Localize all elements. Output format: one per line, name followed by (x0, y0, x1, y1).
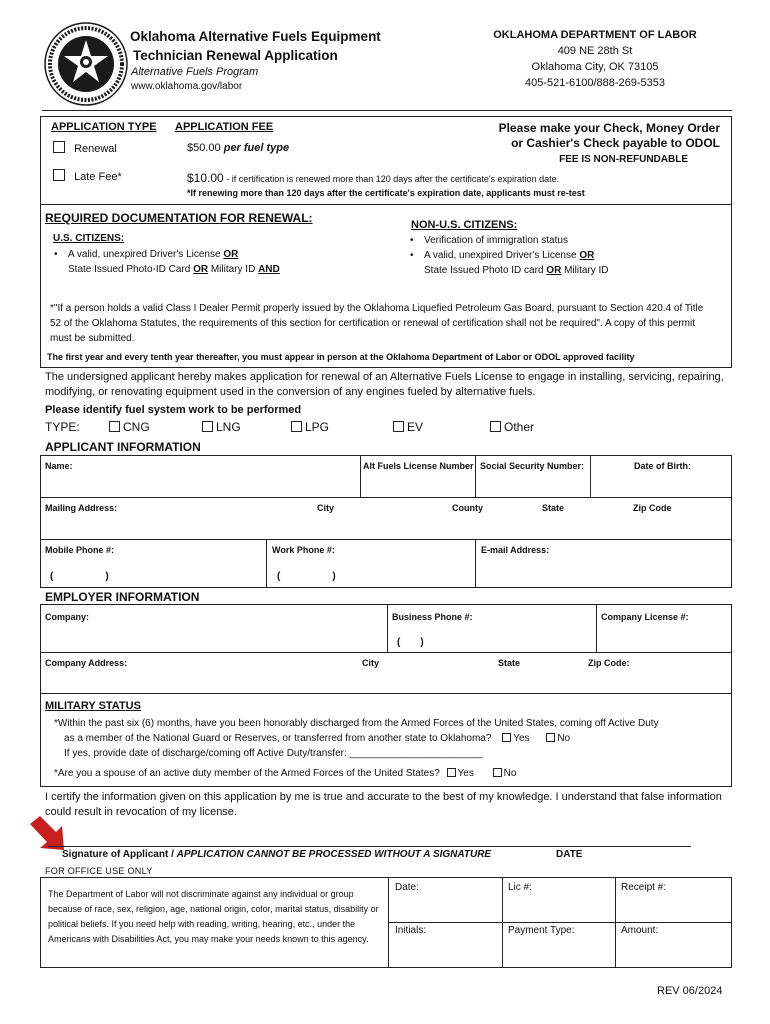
row-divider (40, 497, 732, 498)
website: www.oklahoma.gov/labor (131, 81, 243, 92)
dept-phone: 405-521-6100/888-269-5353 (524, 77, 666, 89)
type-other[interactable] (490, 420, 534, 434)
company-license-field[interactable]: Company License #: (601, 612, 689, 622)
office-receipt-field[interactable]: Receipt #: (621, 882, 667, 893)
us-citizens-item (44, 247, 364, 277)
title-line-2: Technician Renewal Application (133, 48, 338, 63)
dob-field[interactable]: Date of Birth: (634, 461, 691, 471)
paren-open: ( (50, 571, 54, 582)
zip-field[interactable]: Zip Code (633, 503, 672, 513)
col-divider (387, 604, 388, 652)
late-fee-detail (187, 169, 559, 187)
office-use-heading: FOR OFFICE USE ONLY (45, 866, 153, 876)
business-phone-field[interactable]: Business Phone #: (392, 612, 473, 622)
company-field[interactable]: Company: (45, 612, 90, 622)
us-or-1: OR (223, 249, 239, 260)
dept-street: 409 NE 28th St (557, 45, 633, 57)
lpg-label: LPG (305, 420, 330, 434)
row-divider (40, 652, 732, 653)
military-q1-line2 (64, 733, 570, 744)
application-type-header: APPLICATION TYPE (51, 121, 157, 133)
q1-no[interactable] (546, 733, 570, 744)
q1-yes[interactable] (502, 733, 529, 744)
cng-checkbox[interactable] (109, 421, 120, 432)
state-field[interactable]: State (542, 503, 565, 513)
dealer-permit-note: *"If a person holds a valid Class I Dealer Permit properly issued by the Oklahoma Liquefied Petroleum Gas Board, pursuant to Section 420.4 of Title 52 of the Oklahoma Statutes, the requirements of this section for certification or renewal of certification shall not be required". A copy of this permit must be submitted. (50, 303, 704, 344)
non-us-citizens-list (400, 233, 720, 278)
signature-line[interactable] (48, 846, 691, 847)
office-amount-field[interactable]: Amount: (621, 925, 659, 936)
row-divider (40, 539, 732, 540)
payment-instructions (440, 121, 720, 167)
military-q1-line3[interactable]: If yes, provide date of discharge/coming off Active Duty/transfer: ________________________ (64, 748, 483, 759)
renewal-option[interactable] (53, 141, 117, 155)
documentation-heading: REQUIRED DOCUMENTATION FOR RENEWAL: (45, 211, 313, 225)
office-initials-field[interactable]: Initials: (395, 925, 427, 936)
lng-label: LNG (216, 420, 241, 434)
paren-close: ) (420, 637, 424, 648)
non-us-citizens-heading: NON-U.S. CITIZENS: (411, 219, 518, 231)
header-divider (42, 110, 732, 111)
yes-label: Yes (513, 733, 530, 744)
q2-text: *Are you a spouse of an active duty member of the Armed Forces of the United States? (54, 768, 440, 779)
date-label: DATE (556, 849, 583, 860)
type-label: TYPE: (45, 420, 80, 434)
mailing-address-field[interactable]: Mailing Address: (45, 503, 118, 513)
military-q2 (54, 768, 516, 779)
mobile-area-code[interactable] (50, 571, 109, 582)
application-fee-header: APPLICATION FEE (175, 121, 274, 133)
work-area-code[interactable] (277, 571, 336, 582)
non-us-item-text: A valid, unexpired Driver's License (424, 250, 580, 261)
non-us-item-text-3: Military ID (561, 265, 609, 276)
dept-city: Oklahoma City, OK 73105 (531, 61, 659, 73)
q2-no[interactable] (493, 768, 517, 779)
office-date-field[interactable]: Date: (395, 882, 419, 893)
renewal-per: per fuel type (223, 142, 290, 154)
other-label: Other (504, 420, 535, 434)
lng-checkbox[interactable] (202, 421, 213, 432)
email-field[interactable]: E-mail Address: (481, 545, 550, 555)
late-amount: $10.00 (187, 171, 224, 185)
county-field[interactable]: County (452, 503, 483, 513)
col-divider (266, 539, 267, 588)
title-line-1: Oklahoma Alternative Fuels Equipment (130, 29, 381, 44)
us-and: AND (258, 264, 280, 275)
renewal-label: Renewal (74, 143, 117, 155)
us-or-2: OR (193, 264, 209, 275)
no-label: No (503, 768, 517, 779)
type-ev[interactable] (393, 420, 423, 434)
non-us-or-2: OR (546, 265, 562, 276)
non-us-or-1: OR (579, 250, 595, 261)
renewal-fee (187, 142, 289, 154)
other-checkbox[interactable] (490, 421, 501, 432)
revision-number: REV 06/2024 (657, 985, 723, 997)
late-fee-checkbox[interactable] (53, 169, 65, 181)
renewal-amount: $50.00 (187, 142, 221, 154)
company-city-field[interactable]: City (362, 658, 380, 668)
us-citizens-heading: U.S. CITIZENS: (53, 233, 125, 244)
type-cng[interactable] (109, 420, 150, 434)
paren-open: ( (277, 571, 281, 582)
military-heading: MILITARY STATUS (45, 700, 141, 712)
retest-note: *If renewing more than 120 days after the certificate's expiration date, applicants must re-test (187, 188, 585, 198)
late-fee-label: Late Fee* (74, 171, 122, 183)
non-us-item-2 (400, 248, 720, 278)
office-payment-type-field[interactable]: Payment Type: (508, 925, 575, 936)
license-number-field[interactable]: Alt Fuels License Number (363, 461, 474, 471)
military-q1-line1: *Within the past six (6) months, have you been honorably discharged from the Armed Forces of the United States, coming off Active Duty (54, 718, 659, 729)
lpg-checkbox[interactable] (291, 421, 302, 432)
application-statement: The undersigned applicant hereby makes application for renewal of an Alternative Fuels License to engage in installing, servicing, repairing, modifying, or renovating equipment used in the conversion of any engines fueled by alternative fuels. (45, 371, 724, 398)
non-us-item-1: • Verification of immigration status (400, 233, 720, 248)
identify-work: Please identify fuel system work to be performed (45, 404, 302, 416)
cng-label: CNG (123, 420, 150, 434)
us-item-text-3: Military ID (208, 264, 259, 275)
employer-info-heading: EMPLOYER INFORMATION (45, 590, 200, 604)
late-note: - if certification is renewed more than 120 days after the certificate's expiration date. (223, 174, 560, 184)
signature-warning: APPLICATION CANNOT BE PROCESSED WITHOUT A SIGNATURE (176, 849, 492, 860)
signature-label (62, 849, 491, 860)
company-address-field[interactable]: Company Address: (45, 658, 128, 668)
signature-text: Signature of Applicant / (62, 849, 177, 860)
company-zip-field[interactable]: Zip Code: (588, 658, 630, 668)
program-name: Alternative Fuels Program (131, 66, 259, 78)
work-phone-field[interactable]: Work Phone #: (272, 545, 335, 555)
dept-name: OKLAHOMA DEPARTMENT OF LABOR (493, 29, 697, 41)
renewal-checkbox[interactable] (53, 141, 65, 153)
q1-text: as a member of the National Guard or Reserves, or transferred from another state to Oklahoma? (64, 733, 492, 744)
non-discrimination-notice: The Department of Labor will not discriminate against any individual or group because of race, sex, religion, age, national origin, color, marital status, disability or political beliefs. If you need help with reading, writing, hearing, etc., under the Americans with Disabilities Act, you may make your needs known to this agency. (48, 889, 379, 944)
us-item-text: A valid, unexpired Driver's License (68, 249, 224, 260)
paren-close: ) (105, 571, 109, 582)
q2-yes[interactable] (447, 768, 474, 779)
col-divider (590, 455, 591, 497)
applicant-info-heading: APPLICANT INFORMATION (45, 440, 201, 454)
company-state-field[interactable]: State (498, 658, 521, 668)
fuel-type-row (45, 420, 725, 436)
type-lpg[interactable] (291, 420, 329, 434)
q2-no-checkbox[interactable] (493, 768, 502, 777)
late-fee-option[interactable] (53, 169, 122, 183)
non-refundable: FEE IS NON-REFUNDABLE (559, 154, 688, 165)
type-lng[interactable] (202, 420, 241, 434)
in-person-note: The first year and every tenth year thereafter, you must appear in person at the Oklahoma Department of Labor or ODOL approved facility (47, 352, 635, 362)
us-item-text-2: State Issued Photo-ID Card (68, 264, 194, 275)
payment-line-1: Please make your Check, Money Order (498, 121, 720, 135)
q1-no-checkbox[interactable] (546, 733, 555, 742)
paren-close: ) (332, 571, 336, 582)
payment-line-2: or Cashier's Check payable to ODOL (511, 136, 720, 150)
state-seal (44, 22, 128, 106)
ssn-field[interactable]: Social Security Number: (480, 461, 585, 471)
ev-label: EV (407, 420, 424, 434)
col-divider (475, 539, 476, 588)
office-row (388, 922, 732, 923)
non-us-item-text-2: State Issued Photo ID card (424, 265, 547, 276)
col-divider (596, 604, 597, 652)
signature-arrow-icon (26, 814, 72, 854)
business-area-code[interactable] (397, 637, 424, 648)
form-title (130, 27, 381, 65)
certification-text: I certify the information given on this application by me is true and accurate to the best of my knowledge. I understand that false information could result in revocation of my license. (45, 791, 722, 818)
city-field[interactable]: City (317, 503, 335, 513)
paren-open: ( (397, 637, 401, 648)
yes-label: Yes (457, 768, 474, 779)
applicant-info-table (40, 455, 732, 588)
col-divider (360, 455, 361, 497)
no-label: No (557, 733, 571, 744)
q2-yes-checkbox[interactable] (447, 768, 456, 777)
col-divider (475, 455, 476, 497)
mobile-phone-field[interactable]: Mobile Phone #: (45, 545, 115, 555)
us-citizens-list (44, 247, 364, 277)
ev-checkbox[interactable] (393, 421, 404, 432)
name-field[interactable]: Name: (45, 461, 73, 471)
office-lic-field[interactable]: Lic #: (508, 882, 532, 893)
dept-address-block (480, 27, 710, 91)
q1-yes-checkbox[interactable] (502, 733, 511, 742)
